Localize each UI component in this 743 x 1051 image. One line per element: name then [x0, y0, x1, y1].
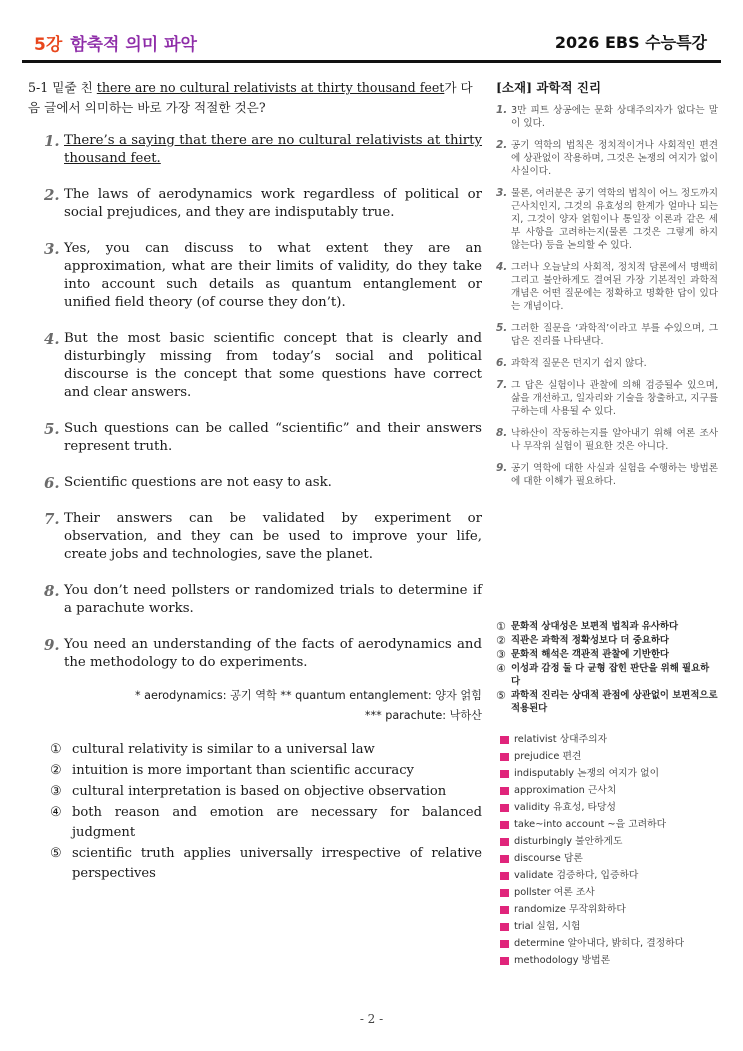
passage-sentence: [28, 330, 482, 402]
choice-text: cultural interpretation is based on objective observation: [72, 784, 447, 799]
vocab-text: indisputably 논쟁의 여지가 없이: [514, 768, 660, 779]
vocab-text: approximation 근사치: [514, 785, 617, 796]
translation-text: 낙하산이 작동하는지를 알아내기 위해 여론 조사나 무작위 실험이 필요한 것은 아니다.: [511, 428, 718, 452]
square-bullet-icon: [500, 889, 509, 897]
square-bullet-icon: [500, 838, 509, 846]
sentence-text: You don’t need pollsters or randomized trials to determine if a parachute works.: [64, 583, 482, 616]
translation-number: 4.: [496, 261, 508, 273]
korean-choice-number: ③: [496, 648, 506, 661]
sentence-text: But the most basic scientific concept that is clearly and disturbingly missing from today’s social and political discourse is the concept that some questions have correct and clear answers.: [64, 331, 482, 400]
sentence-number: 3.: [44, 240, 60, 258]
vocab-item: [498, 817, 718, 832]
passage-sentence: [28, 186, 482, 222]
korean-choice-number: ②: [496, 634, 506, 647]
translation-text: 공기 역학의 법칙은 정치적이거나 사회적인 편견에 상관없이 작용하며, 그것은 논쟁의 여지가 없이 사실이다.: [511, 140, 718, 177]
translation-item: [496, 104, 718, 130]
translation-item: [496, 462, 718, 488]
vocab-item: [498, 953, 718, 968]
choice-text: both reason and emotion are necessary for balanced judgment: [72, 805, 482, 840]
glossary-line: * aerodynamics: 공기 역학 ** quantum entanglement: 양자 얽힘: [135, 689, 482, 702]
passage-sentence: [28, 474, 482, 492]
translation-number: 2.: [496, 139, 508, 151]
sentence-number: 7.: [44, 510, 60, 528]
vocab-item: [498, 851, 718, 866]
sentence-number: 1.: [44, 132, 60, 150]
korean-choice-number: ①: [496, 620, 506, 633]
korean-choice: [496, 689, 718, 715]
passage-sentence: [28, 420, 482, 456]
answer-choice[interactable]: [50, 844, 482, 884]
translation-number: 5.: [496, 322, 508, 334]
sentence-text: There’s a saying that there are no cultural relativists at thirty thousand feet.: [64, 133, 482, 166]
vocab-item: [498, 868, 718, 883]
vocab-text: take~into account ~을 고려하다: [514, 819, 667, 830]
korean-choice: [496, 634, 718, 647]
answer-choice[interactable]: [50, 803, 482, 843]
chapter-heading: [34, 30, 197, 55]
vocab-item: [498, 936, 718, 951]
vocab-item: [498, 800, 718, 815]
choice-text: cultural relativity is similar to a universal law: [72, 742, 375, 757]
square-bullet-icon: [500, 957, 509, 965]
korean-choice-number: ⑤: [496, 689, 506, 702]
vocab-item: [498, 749, 718, 764]
vocab-text: relativist 상대주의자: [514, 734, 608, 745]
passage-sentence: [28, 132, 482, 168]
square-bullet-icon: [500, 753, 509, 761]
page-header: [22, 12, 721, 55]
sentence-number: 4.: [44, 330, 60, 348]
translation-item: [496, 322, 718, 348]
vocab-text: pollster 여론 조사: [514, 887, 595, 898]
vocab-item: [498, 902, 718, 917]
vocab-text: methodology 방법론: [514, 955, 611, 966]
vocab-text: validity 유효성, 타당성: [514, 802, 616, 813]
vocab-item: [498, 834, 718, 849]
korean-choice: [496, 648, 718, 661]
question-prefix: 5-1 밑줄 친: [28, 80, 97, 95]
translation-item: [496, 427, 718, 453]
answer-choices: [50, 740, 482, 884]
vocab-text: disturbingly 불안하게도: [514, 836, 623, 847]
question-prompt: [28, 78, 482, 118]
korean-choice-number: ④: [496, 662, 506, 675]
passage-sentence: [28, 510, 482, 564]
passage-sentence: [28, 582, 482, 618]
sentence-text: Their answers can be validated by experiment or observation, and they can be used to improve your life, create jobs and technologies, save the planet.: [64, 511, 482, 562]
translation-item: [496, 187, 718, 252]
korean-choice-text: 문화적 해석은 객관적 관찰에 기반한다: [511, 649, 669, 660]
question-suffix: 가 다음 글에서 의미하는 바로 가장 적절한 것은?: [28, 80, 473, 115]
square-bullet-icon: [500, 872, 509, 880]
answer-choice[interactable]: [50, 740, 482, 760]
square-bullet-icon: [500, 804, 509, 812]
sentence-number: 5.: [44, 420, 60, 438]
passage-sentence: [28, 240, 482, 312]
passage-sentence: [28, 636, 482, 672]
translation-item: [496, 357, 718, 370]
chapter-title: 함축적 의미 파악: [70, 35, 197, 55]
translation-number: 6.: [496, 357, 508, 369]
choice-number: ⑤: [50, 846, 62, 861]
translation-text: 과학적 질문은 던지기 쉽지 않다.: [511, 358, 647, 369]
vocab-text: discourse 담론: [514, 853, 583, 864]
translation-number: 9.: [496, 462, 508, 474]
page-number: - 2 -: [359, 1012, 384, 1026]
translation-number: 7.: [496, 379, 508, 391]
sentence-text: The laws of aerodynamics work regardless of political or social prejudices, and they are indisputably true.: [64, 187, 482, 220]
translation-number: 8.: [496, 427, 508, 439]
topic-heading: [소재] 과학적 진리: [496, 80, 602, 95]
korean-choice-text: 직관은 과학적 정확성보다 더 중요하다: [511, 635, 669, 646]
vocab-text: determine 알아내다, 밝히다, 결정하다: [514, 938, 685, 949]
glossary-line: *** parachute: 낙하산: [364, 709, 482, 722]
korean-choice: [496, 620, 718, 633]
translation-text: 그 답은 실험이나 관찰에 의해 검증될수 있으며, 삶을 개선하고, 일자리와 기술을 창출하고, 지구를 구하는데 사용될 수 있다.: [511, 380, 718, 417]
sentence-number: 9.: [44, 636, 60, 654]
chapter-number: 5강: [34, 35, 63, 55]
vocab-item: [498, 732, 718, 747]
vocabulary-list: [498, 732, 718, 970]
vocab-text: validate 검증하다, 입증하다: [514, 870, 639, 881]
sentence-text: You need an understanding of the facts of aerodynamics and the methodology to do experiments.: [64, 637, 482, 670]
square-bullet-icon: [500, 906, 509, 914]
square-bullet-icon: [500, 770, 509, 778]
translation-item: [496, 139, 718, 178]
choice-number: ④: [50, 805, 62, 820]
vocab-text: trial 실험, 시험: [514, 921, 581, 932]
translation-text: 3만 피트 상공에는 문화 상대주의자가 없다는 말이 있다.: [511, 105, 718, 129]
choice-number: ①: [50, 742, 62, 757]
square-bullet-icon: [500, 923, 509, 931]
korean-choice-text: 과학적 진리는 상대적 관점에 상관없이 보편적으로 적용된다: [511, 690, 718, 714]
vocab-item: [498, 783, 718, 798]
choice-text: scientific truth applies universally irrespective of relative perspectives: [72, 846, 482, 881]
sentence-number: 6.: [44, 474, 60, 492]
sentence-number: 8.: [44, 582, 60, 600]
answer-choice[interactable]: [50, 782, 482, 802]
translation-item: [496, 261, 718, 313]
passage-column: [28, 78, 482, 885]
book-title: 2026 EBS 수능특강: [554, 33, 707, 52]
translation-item: [496, 379, 718, 418]
glossary-footnote: [28, 686, 482, 726]
sentence-text: Yes, you can discuss to what extent they are an approximation, what are their limits of validity, do they take into account such details as quantum entanglement or unified field theory (of course they don’t).: [64, 241, 482, 310]
vocab-text: prejudice 편견: [514, 751, 582, 762]
vocab-item: [498, 885, 718, 900]
vocab-item: [498, 919, 718, 934]
translation-text: 물론, 여러분은 공기 역학의 법칙이 어느 정도까지 근사치인지, 그것의 유효성의 한계가 얼마나 되는지, 그것이 양자 얽힘이나 통일장 이론과 같은 세부 사항을 고려하는지(물론 그것은 그렇게 하지 않는다) 등을 논의할 수 있다.: [511, 188, 718, 251]
korean-choice-text: 이성과 감정 둘 다 균형 잡힌 판단을 위해 필요하다: [511, 663, 710, 687]
answer-choice[interactable]: [50, 761, 482, 781]
choice-number: ②: [50, 763, 62, 778]
vocab-item: [498, 766, 718, 781]
choice-number: ③: [50, 784, 62, 799]
korean-choice: [496, 662, 718, 688]
translation-number: 1.: [496, 104, 508, 116]
square-bullet-icon: [500, 940, 509, 948]
sentence-text: Scientific questions are not easy to ask.: [64, 475, 332, 490]
choice-text: intuition is more important than scientific accuracy: [72, 763, 414, 778]
square-bullet-icon: [500, 821, 509, 829]
translation-number: 3.: [496, 187, 508, 199]
translation-column: [496, 78, 718, 497]
question-underlined-phrase: there are no cultural relativists at thirty thousand feet: [96, 80, 445, 95]
square-bullet-icon: [500, 736, 509, 744]
translation-text: 그러한 질문을 ‘과학적’이라고 부를 수있으며, 그 답은 진리를 나타낸다.: [511, 323, 718, 347]
translation-text: 공기 역학에 대한 사실과 실험을 수행하는 방법론에 대한 이해가 필요하다.: [511, 463, 718, 487]
square-bullet-icon: [500, 787, 509, 795]
vocab-text: randomize 무작위화하다: [514, 904, 626, 915]
square-bullet-icon: [500, 855, 509, 863]
header-divider: [22, 60, 721, 63]
translation-text: 그러나 오늘날의 사회적, 정치적 담론에서 명백히 그리고 불안하게도 결여된 가장 기본적인 과학적 개념은 어떤 질문에는 정확하고 명확한 답이 있다는 개념이다.: [511, 262, 718, 312]
sentence-text: Such questions can be called “scientific” and their answers represent truth.: [64, 421, 482, 454]
korean-choice-text: 문화적 상대성은 보편적 법칙과 유사하다: [511, 621, 679, 632]
sentence-number: 2.: [44, 186, 60, 204]
korean-choice-list: [496, 620, 718, 716]
